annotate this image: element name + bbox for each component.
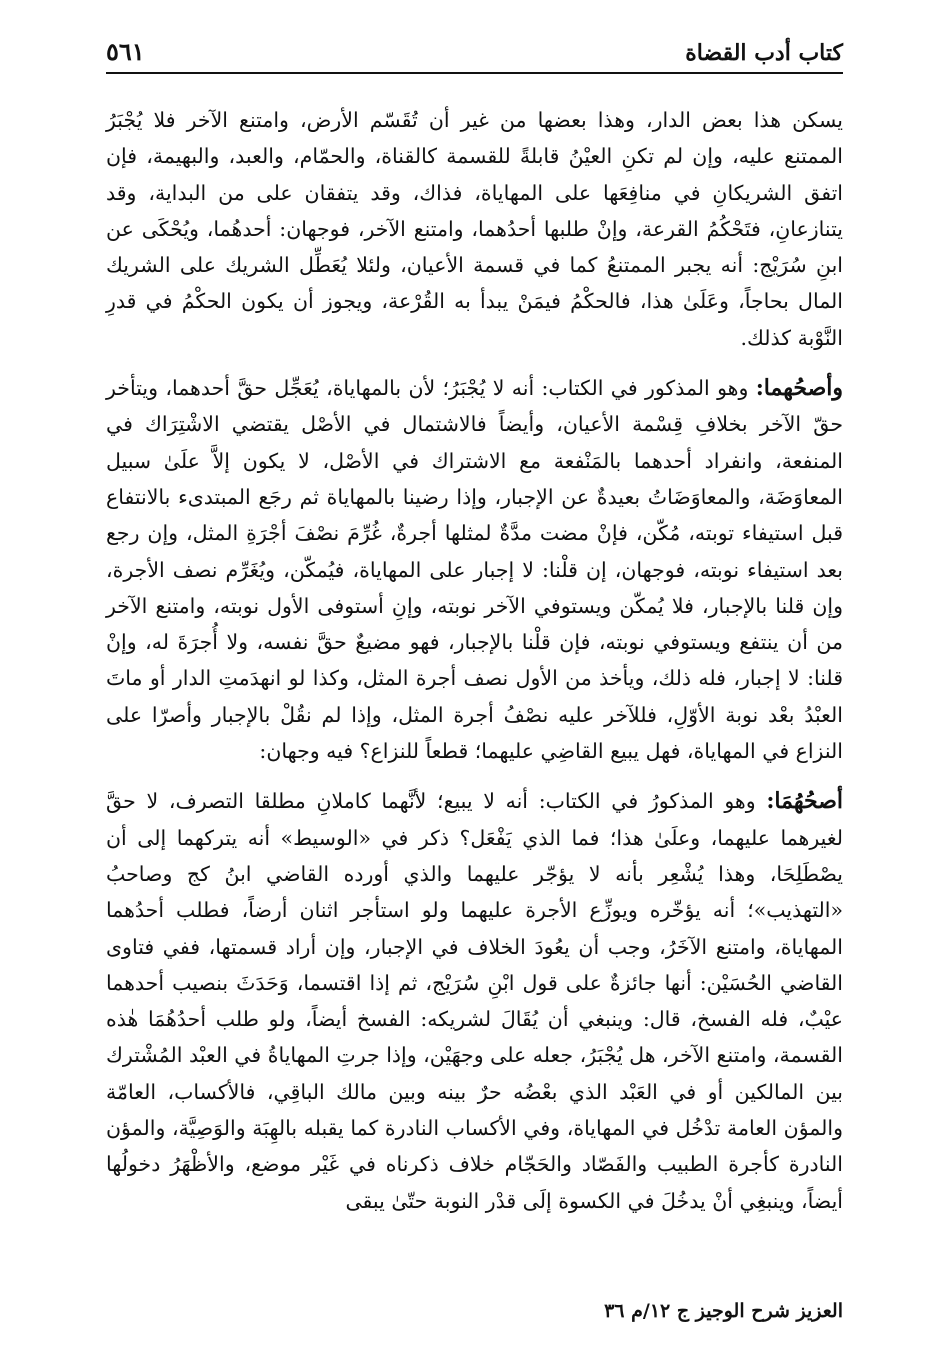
paragraph-3: [106, 783, 843, 1219]
page-header: [106, 26, 843, 66]
page-footer: [106, 1300, 843, 1322]
header-rule: [106, 72, 843, 74]
paragraph-text: وهو المذكور في الكتاب: أنه لا يُجْبَرُ؛ لأن بالمهاياة، يُعَجِّل حقَّ أحدهما، ويتأخر حقّ الآخر بخلافِ قِسْمة الأعيان، وأيضاً فالاشتمال في الأصْل يقتضي الاشْتِرَاك في المنفعة، وانفراد أحدهما بالمَنْفعة مع الاشتراك في الأصْل، لا يكون إلاَّ علَىٰ سبيل المعاوَضَة، والمعاوَضَاتُ بعيدةٌ عن الإجبار، وإذا رضينا بالمهاياة ثم رجَع المبتدىء بالانتفاع قبل استيفاء توبته، مُكّن، فإنْ مضت مدَّةٌ لمثلها أجرةٌ، غُرِّمَ نصْفَ أجْرَةِ المثل، وإن رجع بعد استيفاء نوبته، فوجهان، إن قلْنا: لا إجبار على المهاياة، فيُمكّن، ويُغَرِّم نصف الأجرة، وإن قلنا بالإجبار، فلا يُمكّن ويستوفي الآخر نوبته، وإنِ أستوفى الأول نوبته، وامتنع الآخر من أن ينتفع ويستوفي نوبته، فإن قلْنا بالإجبار، فهو مضيعٌ حقَّ نفسه، ولا أُجرَةَ له، وإنْ قلنا: لا إجبار، فله ذلك، ويأخذ من الأول نصف أجرة المثل، وكذا لو انهدَمتِ الدار أو ماتَ العبْدُ بعْد نوبة الأوّلِ، فللآخر عليه نصْفُ أجرة المثل، وإذا لم نقُلْ بالإجبار وأصرّا على النزاع في المهاياة، فهل يبيع القاضِي عليهما؛ قطعاً للنزاع؟ فيه وجهان:: [106, 376, 843, 764]
paragraph-1: [106, 102, 843, 356]
paragraph-lead: وأصحُهما:: [755, 375, 843, 402]
footer-signature: العزيز شرح الوجيز ج ١٢/م ٣٦: [604, 1300, 843, 1322]
page-body: [106, 102, 843, 1219]
paragraph-text: وهو المذكورُ في الكتاب: أنه لا يبيع؛ لأنَّهما كاملانِ مطلقا التصرف، لا حقَّ لغيرهما عليهما، وعلَىٰ هذا؛ فما الذي يَفْعَل؟ ذكر في «الوسيط» أنه يتركهما إلى أن يصْطَلِحَا، وهذا يُشْعِر بأنه لا يؤجّر عليهما والذي أورده القاضي ابنُ كج وصاحبُ «التهذيب»؛ أنه يؤخّره ويوزِّع الأجرة عليهما ولو استأجر اثنان أرضاً، فطلب أحدُهما المهاياة، وامتنع الآخَرُ، وجب أن يعُودَ الخلاف في الإجبار، وإن أراد قسمتها، ففي فتاوى القاضي الحُسَيْن: أنها جائزةٌ على قول ابْنِ سُرَيْج، ثم إذا اقتسما، وَحَدَثَ بنصيب أحدهما عيْبٌ، فله الفسخ، قال: وينبغي أن يُقَالَ لشريكه: الفسخ أيضاً، ولو طلب أحدُهُمَا هٰذه القسمة، وامتنع الآخر، هل يُجْبَرُ، جعله على وجهَيْن، وإذا جرتِ المهاياةُ في العبْد المُشْترك بين المالكين أو في العَبْد الذي بعْضُه حرٌ بينه وبين مالك الباقِي، فالأكساب، العامّة والمؤن العامة تدْخُل في المهاياة، وفي الأكساب النادرة كما يقبله بالهِبَة والوَصِيَّة، والمؤن النادرة كأجرة الطبيب والفَصّاد والحَجّام خلاف ذكرناه في غَيْر موضع، والأظْهَرُ دخولُها أيضاً، وينبغِي أنْ يدخُلَ في الكسوة إلَى قدْر النوبة حتّىٰ يبقى: [106, 789, 843, 1213]
paragraph-2: [106, 370, 843, 769]
paragraph-text: يسكن هذا بعض الدار، وهذا بعضها من غير أن تُقَسّم الأرض، وامتنع الآخر فلا يُجْبَرُ الممتنع عليه، وإن لم تكنِ العيْنُ قابلةً للقسمة كالقناة، والحمّام، والعبد، والبهيمة، فإن اتفق الشريكانِ في منافِعَها على المهاياة، فذاك، وقد يتفقان على من البداية، وقد يتنازعانِ، فتَحْكُمُ القرعة، وإنْ طلبها أحدُهما، وامتنع الآخر، فوجهان: أحدهُما، ويُحْكَى عن ابنِ سُرَيْج: أنه يجبر الممتنعُ كما في قسمة الأعيان، ولئلا يُعَطِّل الشريك على الشريك المال بحاجاً، وعَلَىٰ هذا، فالحكْمُ فيمَنْ يبدأ به القُرْعة، ويجوز أن يكون الحكْمُ في قدرِ النَّوْبة كذلك.: [106, 108, 843, 350]
book-title: كتاب أدب القضاة: [685, 40, 843, 66]
paragraph-lead: أصحُهُمَا:: [766, 788, 843, 815]
page-number: ٥٦١: [106, 37, 145, 66]
